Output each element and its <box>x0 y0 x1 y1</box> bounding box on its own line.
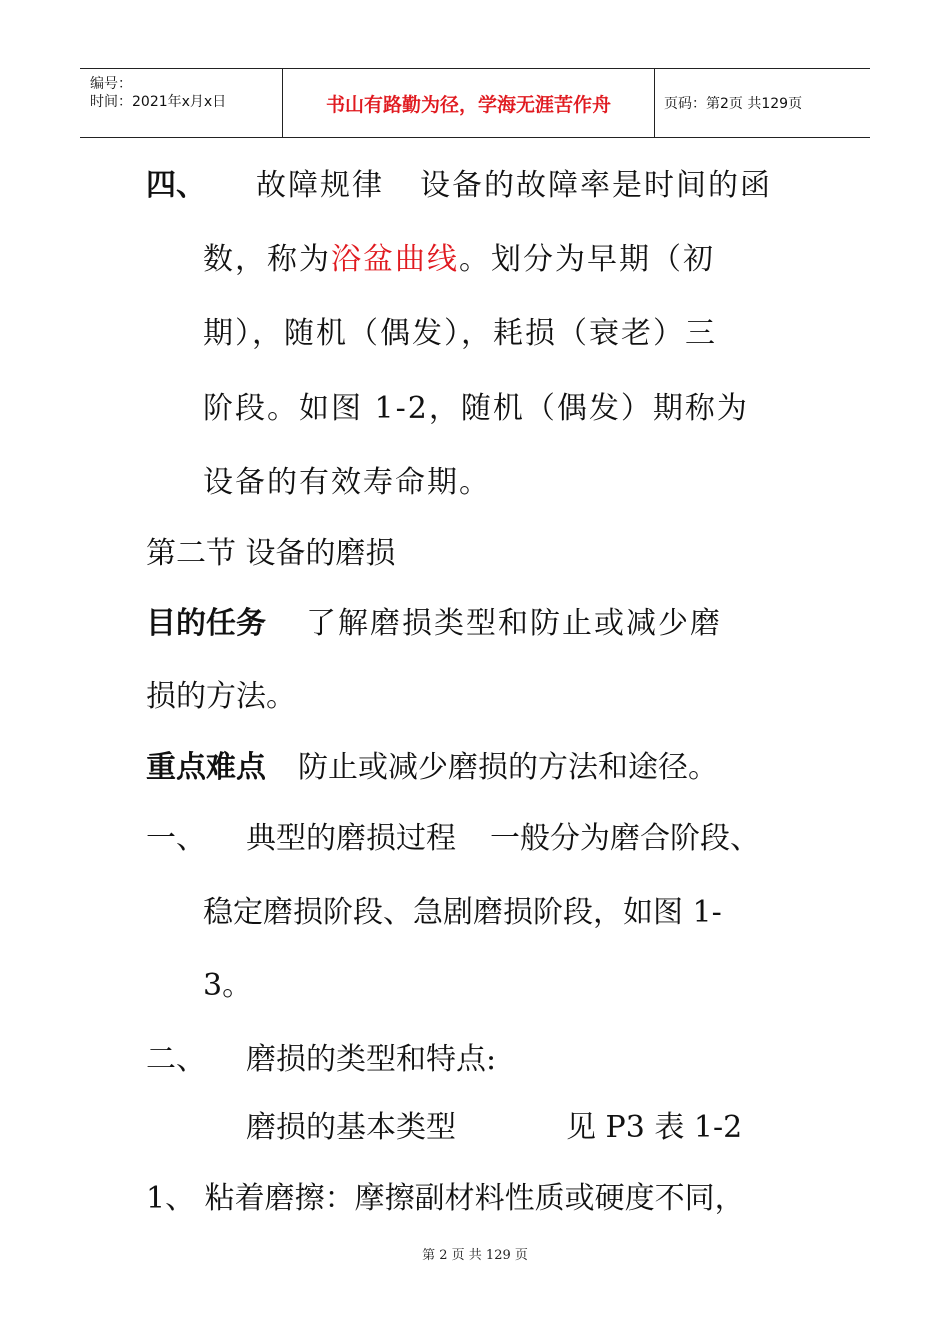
header-motto-cell <box>282 69 655 137</box>
section1-number: 一、 <box>146 821 206 856</box>
key-text: 防止或减少磨损的方法和途径。 <box>298 750 718 785</box>
page-footer: 第 2 页 共 129 页 <box>422 1248 528 1263</box>
section4-line-5: 设备的有效寿命期。 <box>203 465 491 500</box>
wear-types-ref: 见 P3 表 1-2 <box>566 1110 743 1145</box>
goal-text-2: 损的方法。 <box>146 679 296 714</box>
section1-line-3: 3。 <box>203 968 253 1003</box>
section1-title: 典型的磨损过程 <box>246 821 456 856</box>
section4-line-3: 期），随机（偶发），耗损（衰老）三 <box>203 316 717 351</box>
wear-types-line <box>246 1108 742 1148</box>
header-page-cell <box>654 69 870 137</box>
section1-line-2: 稳定磨损阶段、急剧磨损阶段，如图 1- <box>203 895 722 930</box>
section4-text-2b: 。划分为早期（初 <box>459 242 715 277</box>
section4-line-4: 阶段。如图 1-2，随机（偶发）期称为 <box>203 391 749 426</box>
motto: 书山有路勤为径，学海无涯苦作舟 <box>325 93 611 116</box>
number-label: 编号： <box>90 76 132 92</box>
section4-number: 四、 <box>146 168 206 203</box>
key-line <box>146 748 718 788</box>
section1-text-1: 一般分为磨合阶段、 <box>490 821 760 856</box>
section1-heading-line <box>146 819 760 859</box>
wear-types-label: 磨损的基本类型 <box>246 1110 456 1145</box>
page-info: 页码：第2页 共129页 <box>664 96 803 112</box>
section2-number: 二、 <box>146 1042 206 1077</box>
time-label: 时间：2021年x月x日 <box>90 94 227 110</box>
goal-line <box>146 604 722 644</box>
section2-title: 磨损的类型和特点: <box>246 1042 497 1077</box>
header-table <box>80 68 870 138</box>
goal-label: 目的任务 <box>146 606 266 641</box>
item-1-line: 1、 粘着磨擦：摩擦副材料性质或硬度不同， <box>146 1181 745 1216</box>
section4-text-2a: 数，称为 <box>203 242 331 277</box>
section4-line-2 <box>203 240 715 280</box>
section4-text-1: 设备的故障率是时间的函 <box>420 168 772 203</box>
section4-heading-line <box>146 166 772 206</box>
key-label: 重点难点 <box>146 750 266 785</box>
bathtub-curve-term: 浴盆曲线 <box>331 242 459 277</box>
section-title: 第二节 设备的磨损 <box>146 536 396 571</box>
header-meta-cell <box>80 69 282 137</box>
section2-heading-line <box>146 1040 496 1080</box>
section4-title: 故障规律 <box>256 168 384 203</box>
goal-text-1: 了解磨损类型和防止或减少磨 <box>306 606 722 641</box>
